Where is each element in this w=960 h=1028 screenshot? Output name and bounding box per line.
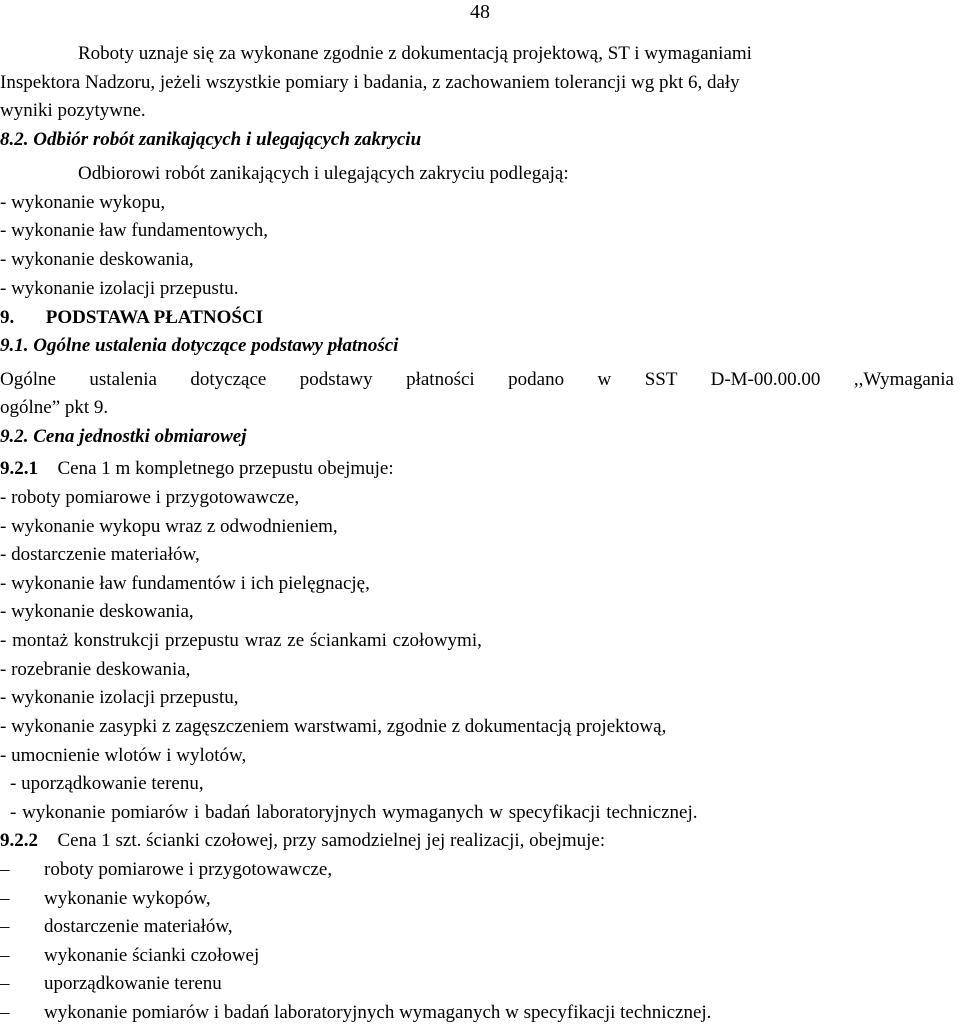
section-9-2-1-number: 9.2.1	[0, 458, 38, 479]
list-dash: –	[0, 1002, 10, 1023]
section-8-2-heading: 8.2. Odbiór robót zanikających i ulegających zakryciu	[0, 129, 422, 150]
list-dash: –	[0, 859, 10, 880]
list-dash: –	[0, 973, 10, 994]
section-9-2-2-text: Cena 1 szt. ścianki czołowej, przy samodzielnej jej realizacji, obejmuje:	[57, 830, 606, 851]
section-9-number: 9.	[0, 307, 15, 328]
intro-line-2: Inspektora Nadzoru, jeżeli wszystkie pomiary i badania, z zachowaniem tolerancji wg pkt 6, dały	[0, 72, 740, 93]
list-item: - wykonanie ław fundamentów i ich pielęgnację,	[0, 573, 370, 594]
list-item: – wykonanie pomiarów i badań laboratoryjnych wymaganych w specyfikacji technicznej.	[0, 999, 711, 1028]
intro-line-3: wyniki pozytywne.	[0, 100, 146, 121]
section-9-2-2-number: 9.2.2	[0, 830, 38, 851]
list-item: - dostarczenie materiałów,	[0, 544, 200, 565]
list-item: - wykonanie deskowania,	[0, 249, 194, 270]
section-9-2-heading: 9.2. Cena jednostki obmiarowej	[0, 426, 247, 447]
list-item: - montaż konstrukcji przepustu wraz ze ściankami czołowymi,	[0, 630, 482, 651]
list-item: - rozebranie deskowania,	[0, 659, 191, 680]
list-item: – wykonanie wykopów,	[0, 885, 211, 914]
list-item: - wykonanie wykopu,	[0, 192, 166, 213]
section-9-heading	[0, 304, 263, 333]
list-item: - wykonanie deskowania,	[0, 601, 194, 622]
list-item: - wykonanie pomiarów i badań laboratoryjnych wymaganych w specyfikacji technicznej.	[10, 802, 698, 823]
list-dash: –	[0, 945, 10, 966]
page-number: 48	[470, 1, 490, 23]
list-item: - wykonanie izolacji przepustu,	[0, 687, 239, 708]
section-9-2-1-text: Cena 1 m kompletnego przepustu obejmuje:	[57, 458, 394, 479]
list-item: – roboty pomiarowe i przygotowawcze,	[0, 856, 332, 885]
list-item: - uporządkowanie terenu,	[10, 773, 204, 794]
section-9-2-2-lead	[0, 827, 605, 856]
list-item: - wykonanie izolacji przepustu.	[0, 278, 239, 299]
list-dash: –	[0, 888, 10, 909]
section-8-2-lead: Odbiorowi robót zanikających i ulegających zakryciu podlegają:	[78, 163, 569, 184]
list-item: - umocnienie wlotów i wylotów,	[0, 745, 247, 766]
list-item: – dostarczenie materiałów,	[0, 913, 233, 942]
list-dash: –	[0, 916, 10, 937]
list-item: – wykonanie ścianki czołowej	[0, 942, 259, 971]
list-item: – uporządkowanie terenu	[0, 970, 222, 999]
list-item: - wykonanie ław fundamentowych,	[0, 220, 269, 241]
list-item: - wykonanie wykopu wraz z odwodnieniem,	[0, 516, 338, 537]
list-item: - roboty pomiarowe i przygotowawcze,	[0, 487, 300, 508]
section-9-1-line-2: ogólne” pkt 9.	[0, 397, 109, 418]
section-9-2-1-lead	[0, 455, 394, 484]
list-item: - wykonanie zasypki z zagęszczeniem warstwami, zgodnie z dokumentacją projektową,	[0, 716, 667, 737]
section-9-1-heading: 9.1. Ogólne ustalenia dotyczące podstawy płatności	[0, 335, 399, 356]
section-9-title: PODSTAWA PŁATNOŚCI	[45, 307, 264, 328]
intro-line-1: Roboty uznaje się za wykonane zgodnie z dokumentacją projektową, ST i wymaganiami	[78, 43, 752, 64]
section-9-1-line-1: Ogólne ustalenia dotyczące podstawy płatności podano w SST D-M-00.00.00 ,,Wymagania	[0, 369, 954, 390]
